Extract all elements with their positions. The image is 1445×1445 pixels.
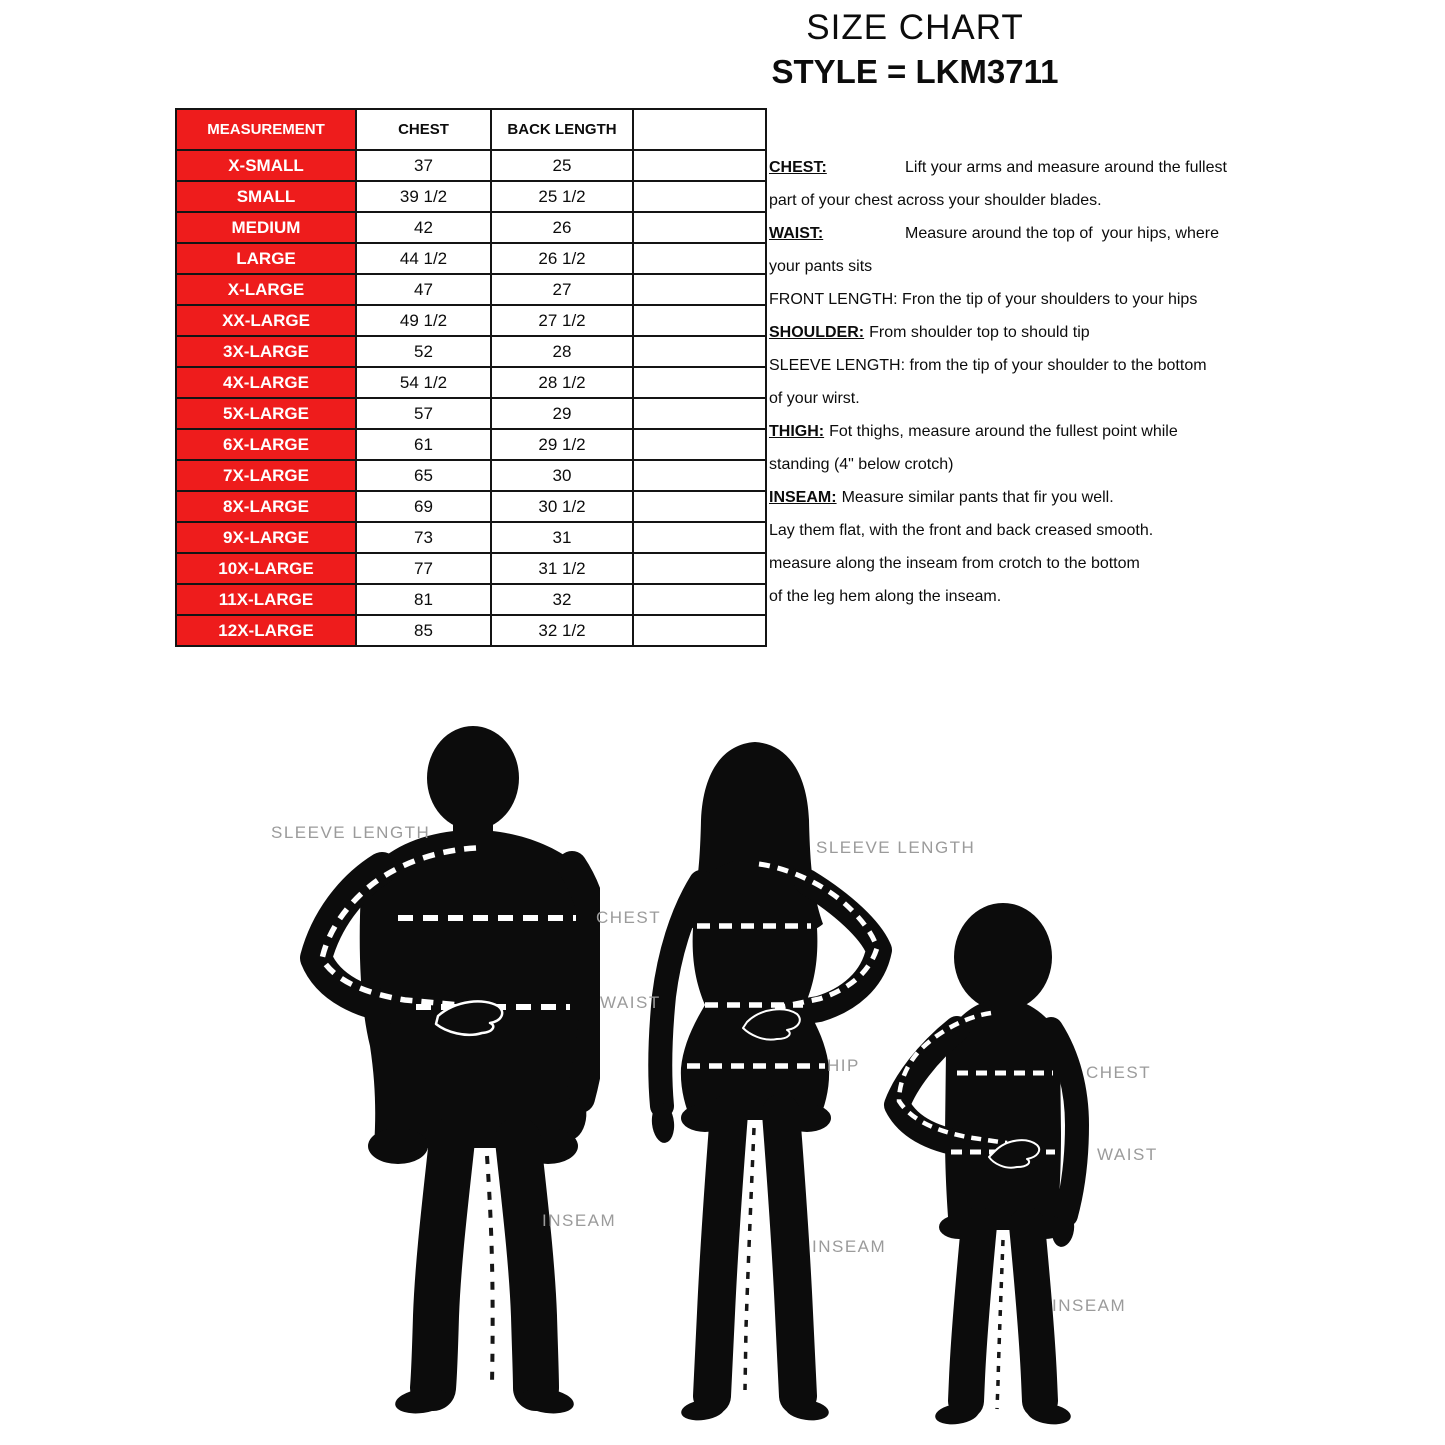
page-title: SIZE CHART — [806, 8, 1024, 47]
table-row — [176, 305, 766, 336]
back-length-value-cell: 30 1/2 — [491, 491, 633, 522]
instruction-text: your pants sits — [769, 258, 873, 275]
man-left-leg — [433, 1140, 452, 1388]
table-row — [176, 274, 766, 305]
chest-value-cell: 85 — [356, 615, 491, 646]
size-table-body — [176, 150, 766, 646]
back-length-value-cell: 30 — [491, 460, 633, 491]
table-row — [176, 460, 766, 491]
empty-cell — [633, 460, 766, 491]
child-silhouette — [855, 893, 1145, 1443]
title-block — [655, 8, 1175, 91]
instruction-line — [769, 316, 1269, 349]
col-header-chest: CHEST — [356, 109, 491, 150]
table-row — [176, 584, 766, 615]
size-name-cell: 8X-LARGE — [176, 491, 356, 522]
empty-cell — [633, 150, 766, 181]
size-name-cell: 5X-LARGE — [176, 398, 356, 429]
size-name-cell: 11X-LARGE — [176, 584, 356, 615]
size-name-cell: XX-LARGE — [176, 305, 356, 336]
size-name-cell: 6X-LARGE — [176, 429, 356, 460]
empty-cell — [633, 584, 766, 615]
instruction-line — [769, 184, 1269, 217]
instruction-term: SHOULDER: — [769, 324, 865, 341]
instruction-text: Measure similar pants that fir you well. — [841, 489, 1114, 506]
man-inseam-dash-line — [487, 1156, 493, 1384]
back-length-value-cell: 29 — [491, 398, 633, 429]
woman-right-leg — [781, 1113, 798, 1396]
back-length-value-cell: 29 1/2 — [491, 429, 633, 460]
chest-value-cell: 69 — [356, 491, 491, 522]
instruction-term: THIGH: — [769, 423, 825, 440]
instruction-text: of your wirst. — [769, 390, 860, 407]
empty-cell — [633, 553, 766, 584]
back-length-value-cell: 26 1/2 — [491, 243, 633, 274]
empty-cell — [633, 398, 766, 429]
size-name-cell: SMALL — [176, 181, 356, 212]
chest-value-cell: 52 — [356, 336, 491, 367]
size-name-cell: 10X-LARGE — [176, 553, 356, 584]
chest-value-cell: 77 — [356, 553, 491, 584]
instruction-line — [769, 415, 1269, 448]
table-row — [176, 336, 766, 367]
instruction-line — [769, 448, 1269, 481]
empty-cell — [633, 243, 766, 274]
table-row — [176, 243, 766, 274]
chest-value-cell: 57 — [356, 398, 491, 429]
instruction-text: part of your chest across your shoulder blades. — [769, 192, 1102, 209]
instruction-text: Measure around the top of your hips, where — [905, 225, 1219, 242]
instruction-text: FRONT LENGTH: Fron the tip of your shoulders to your hips — [769, 291, 1198, 308]
table-row — [176, 553, 766, 584]
instruction-line — [769, 382, 1269, 415]
child-inseam-dash-line — [997, 1240, 1003, 1409]
back-length-value-cell: 32 — [491, 584, 633, 615]
instruction-line — [769, 481, 1269, 514]
empty-cell — [633, 181, 766, 212]
empty-cell — [633, 274, 766, 305]
instruction-text: From shoulder top to should tip — [869, 324, 1090, 341]
label-sleeve-length-man: SLEEVE LENGTH — [271, 823, 431, 842]
empty-cell — [633, 212, 766, 243]
chest-value-cell: 39 1/2 — [356, 181, 491, 212]
instruction-text: standing (4" below crotch) — [769, 456, 954, 473]
back-length-value-cell: 32 1/2 — [491, 615, 633, 646]
table-row — [176, 615, 766, 646]
man-head — [427, 726, 519, 830]
instruction-term: WAIST: — [769, 225, 824, 242]
child-right-leg — [1027, 1225, 1040, 1401]
back-length-value-cell: 27 — [491, 274, 633, 305]
empty-cell — [633, 429, 766, 460]
empty-cell — [633, 491, 766, 522]
table-row — [176, 522, 766, 553]
instruction-line — [769, 283, 1269, 316]
empty-cell — [633, 305, 766, 336]
table-row — [176, 398, 766, 429]
style-number: STYLE = LKM3711 — [771, 53, 1059, 90]
label-chest-man: CHEST — [596, 908, 662, 927]
instruction-line — [769, 349, 1269, 382]
col-header-measurement: MEASUREMENT — [176, 109, 356, 150]
chest-value-cell: 73 — [356, 522, 491, 553]
woman-inseam-dash-line — [745, 1128, 754, 1390]
size-name-cell: LARGE — [176, 243, 356, 274]
back-length-value-cell: 25 — [491, 150, 633, 181]
empty-cell — [633, 522, 766, 553]
col-header-empty — [633, 109, 766, 150]
chest-value-cell: 65 — [356, 460, 491, 491]
label-sleeve-length-woman: SLEEVE LENGTH — [816, 838, 976, 857]
label-hip-woman: HIP — [827, 1056, 860, 1075]
size-name-cell: 4X-LARGE — [176, 367, 356, 398]
size-name-cell: 12X-LARGE — [176, 615, 356, 646]
instruction-term: INSEAM: — [769, 489, 837, 506]
chest-value-cell: 49 1/2 — [356, 305, 491, 336]
child-head — [954, 903, 1052, 1011]
label-waist-child: WAIST — [1097, 1145, 1158, 1164]
back-length-value-cell: 26 — [491, 212, 633, 243]
instruction-line — [769, 514, 1269, 547]
size-name-cell: 7X-LARGE — [176, 460, 356, 491]
empty-cell — [633, 367, 766, 398]
chest-value-cell: 42 — [356, 212, 491, 243]
measurement-instructions — [769, 151, 1269, 613]
size-table-header-row — [176, 109, 766, 150]
size-name-cell: X-SMALL — [176, 150, 356, 181]
back-length-value-cell: 31 — [491, 522, 633, 553]
label-inseam-man: INSEAM — [542, 1211, 617, 1230]
label-inseam-woman: INSEAM — [812, 1237, 887, 1256]
man-left-hip — [368, 1128, 428, 1164]
empty-cell — [633, 336, 766, 367]
size-name-cell: 9X-LARGE — [176, 522, 356, 553]
child-left-leg — [966, 1225, 979, 1401]
instruction-line — [769, 547, 1269, 580]
back-length-value-cell: 25 1/2 — [491, 181, 633, 212]
table-row — [176, 429, 766, 460]
size-name-cell: 3X-LARGE — [176, 336, 356, 367]
chest-value-cell: 81 — [356, 584, 491, 615]
instruction-text: of the leg hem along the inseam. — [769, 588, 1002, 605]
instruction-line — [769, 151, 1269, 184]
man-silhouette — [270, 716, 600, 1422]
table-row — [176, 150, 766, 181]
instruction-text: Fot thighs, measure around the fullest point while — [829, 423, 1178, 440]
back-length-value-cell: 27 1/2 — [491, 305, 633, 336]
woman-left-leg — [712, 1113, 729, 1396]
col-header-back-length: BACK LENGTH — [491, 109, 633, 150]
label-inseam-child: INSEAM — [1052, 1296, 1127, 1315]
instruction-line — [769, 217, 1269, 250]
empty-cell — [633, 615, 766, 646]
instruction-text: SLEEVE LENGTH: from the tip of your shoulder to the bottom — [769, 357, 1207, 374]
chest-value-cell: 47 — [356, 274, 491, 305]
table-row — [176, 491, 766, 522]
back-length-value-cell: 28 — [491, 336, 633, 367]
table-row — [176, 181, 766, 212]
size-name-cell: X-LARGE — [176, 274, 356, 305]
table-row — [176, 367, 766, 398]
instruction-text: Lay them flat, with the front and back creased smooth. — [769, 522, 1154, 539]
chest-value-cell: 37 — [356, 150, 491, 181]
back-length-value-cell: 28 1/2 — [491, 367, 633, 398]
instruction-text: measure along the inseam from crotch to the bottom — [769, 555, 1140, 572]
size-table — [175, 108, 767, 647]
chest-value-cell: 44 1/2 — [356, 243, 491, 274]
label-waist-man: WAIST — [600, 993, 661, 1012]
chest-value-cell: 54 1/2 — [356, 367, 491, 398]
instruction-line — [769, 250, 1269, 283]
instruction-term: CHEST: — [769, 159, 827, 176]
chest-value-cell: 61 — [356, 429, 491, 460]
size-name-cell: MEDIUM — [176, 212, 356, 243]
label-chest-child: CHEST — [1086, 1063, 1152, 1082]
instruction-text: Lift your arms and measure around the fullest — [905, 159, 1227, 176]
table-row — [176, 212, 766, 243]
instruction-line — [769, 580, 1269, 613]
back-length-value-cell: 31 1/2 — [491, 553, 633, 584]
man-right-leg — [518, 1140, 536, 1388]
